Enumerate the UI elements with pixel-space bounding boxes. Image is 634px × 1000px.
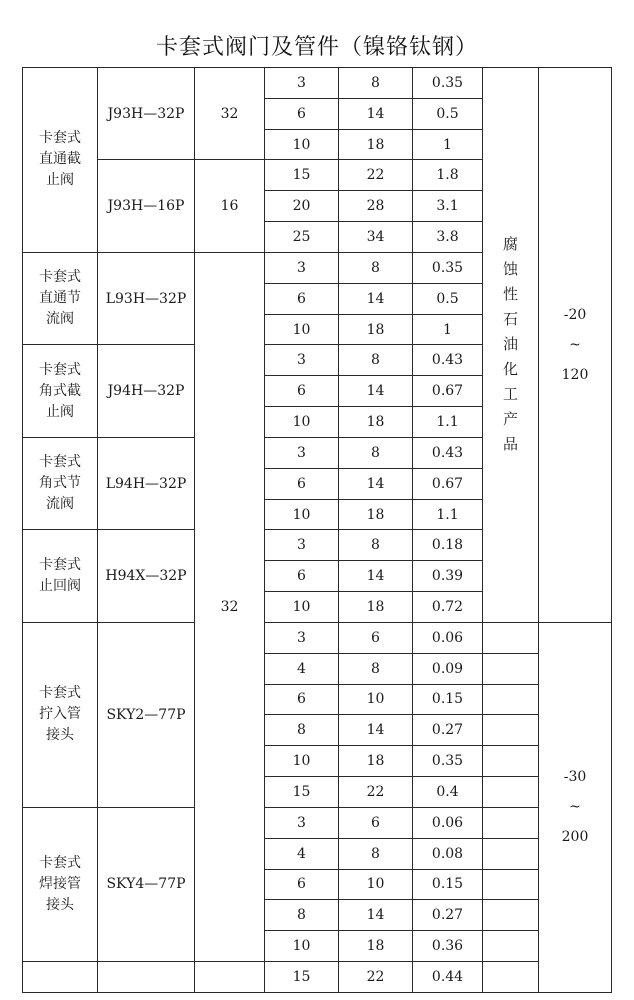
applicable-medium-empty	[483, 869, 539, 900]
tube-outer-diameter: 10	[339, 684, 413, 715]
model-code: SKY4—77P	[98, 807, 195, 961]
page-title: 卡套式阀门及管件（镍铬钛钢）	[155, 35, 478, 60]
nominal-pressure	[195, 962, 265, 993]
nominal-diameter: 10	[265, 129, 339, 160]
applicable-medium-empty	[483, 622, 539, 653]
tube-outer-diameter: 18	[339, 407, 413, 438]
weight: 0.18	[413, 530, 483, 561]
nominal-diameter: 3	[265, 68, 339, 99]
weight: 0.39	[413, 561, 483, 592]
fitting-name: 卡套式 拧入管 接头	[23, 622, 98, 807]
nominal-diameter: 10	[265, 592, 339, 623]
tube-outer-diameter: 18	[339, 314, 413, 345]
tube-outer-diameter: 8	[339, 838, 413, 869]
fitting-name: 卡套式 直通截 止阀	[23, 68, 98, 253]
applicable-medium-empty	[483, 962, 539, 993]
nominal-diameter: 6	[265, 376, 339, 407]
fitting-name: 卡套式 止回阀	[23, 530, 98, 622]
tube-outer-diameter: 8	[339, 653, 413, 684]
nominal-diameter: 8	[265, 900, 339, 931]
weight: 0.06	[413, 807, 483, 838]
tube-outer-diameter: 18	[339, 129, 413, 160]
nominal-diameter: 6	[265, 561, 339, 592]
weight: 0.72	[413, 592, 483, 623]
tube-outer-diameter: 22	[339, 777, 413, 808]
tube-outer-diameter: 14	[339, 376, 413, 407]
applicable-medium: 腐 蚀 性 石 油 化 工 产 品	[483, 68, 539, 623]
tube-outer-diameter: 14	[339, 561, 413, 592]
weight: 0.35	[413, 252, 483, 283]
weight: 0.67	[413, 468, 483, 499]
nominal-diameter: 10	[265, 931, 339, 962]
weight: 0.27	[413, 715, 483, 746]
weight: 0.67	[413, 376, 483, 407]
weight: 0.15	[413, 684, 483, 715]
tube-outer-diameter: 14	[339, 98, 413, 129]
applicable-medium-empty	[483, 684, 539, 715]
nominal-diameter: 8	[265, 715, 339, 746]
tube-outer-diameter: 8	[339, 68, 413, 99]
nominal-diameter: 6	[265, 684, 339, 715]
weight: 0.36	[413, 931, 483, 962]
weight: 3.1	[413, 191, 483, 222]
tube-outer-diameter: 14	[339, 715, 413, 746]
model-code: J94H—32P	[98, 345, 195, 437]
nominal-pressure: 32	[195, 252, 265, 961]
table-row	[23, 68, 612, 99]
model-code: L93H—32P	[98, 252, 195, 344]
fitting-name	[23, 962, 98, 993]
weight: 1.1	[413, 407, 483, 438]
applicable-medium-empty	[483, 931, 539, 962]
nominal-pressure: 32	[195, 68, 265, 160]
weight: 0.43	[413, 437, 483, 468]
nominal-diameter: 4	[265, 838, 339, 869]
tube-outer-diameter: 22	[339, 962, 413, 993]
weight: 0.5	[413, 283, 483, 314]
fitting-name: 卡套式 角式节 流阀	[23, 437, 98, 529]
weight: 0.35	[413, 68, 483, 99]
nominal-diameter: 15	[265, 160, 339, 191]
nominal-diameter: 3	[265, 437, 339, 468]
tube-outer-diameter: 6	[339, 622, 413, 653]
tube-outer-diameter: 6	[339, 807, 413, 838]
tube-outer-diameter: 8	[339, 252, 413, 283]
weight: 1	[413, 314, 483, 345]
nominal-diameter: 4	[265, 653, 339, 684]
applicable-medium-empty	[483, 746, 539, 777]
weight: 1.1	[413, 499, 483, 530]
model-code: SKY2—77P	[98, 622, 195, 807]
tube-outer-diameter: 22	[339, 160, 413, 191]
temperature-range: -30 ~ 200	[539, 622, 612, 992]
tube-outer-diameter: 14	[339, 900, 413, 931]
fitting-name: 卡套式 焊接管 接头	[23, 807, 98, 961]
tube-outer-diameter: 14	[339, 283, 413, 314]
model-code: L94H—32P	[98, 437, 195, 529]
nominal-diameter: 3	[265, 622, 339, 653]
applicable-medium-empty	[483, 838, 539, 869]
weight: 1	[413, 129, 483, 160]
applicable-medium-empty	[483, 807, 539, 838]
weight: 0.06	[413, 622, 483, 653]
nominal-diameter: 10	[265, 407, 339, 438]
weight: 3.8	[413, 222, 483, 253]
weight: 0.44	[413, 962, 483, 993]
table-row	[23, 807, 612, 838]
fitting-name: 卡套式 角式截 止阀	[23, 345, 98, 437]
tube-outer-diameter: 34	[339, 222, 413, 253]
weight: 0.08	[413, 838, 483, 869]
model-code: H94X—32P	[98, 530, 195, 622]
weight: 0.4	[413, 777, 483, 808]
weight: 0.43	[413, 345, 483, 376]
tube-outer-diameter: 8	[339, 345, 413, 376]
tube-outer-diameter: 28	[339, 191, 413, 222]
tube-outer-diameter: 18	[339, 746, 413, 777]
weight: 1.8	[413, 160, 483, 191]
valve-spec-table	[22, 67, 612, 993]
nominal-diameter: 6	[265, 869, 339, 900]
applicable-medium-empty	[483, 653, 539, 684]
model-code: J93H—32P	[98, 68, 195, 160]
model-code	[98, 962, 195, 993]
nominal-diameter: 15	[265, 777, 339, 808]
nominal-diameter: 25	[265, 222, 339, 253]
nominal-diameter: 3	[265, 807, 339, 838]
nominal-diameter: 15	[265, 962, 339, 993]
tube-outer-diameter: 14	[339, 468, 413, 499]
nominal-diameter: 6	[265, 98, 339, 129]
tube-outer-diameter: 18	[339, 592, 413, 623]
weight: 0.09	[413, 653, 483, 684]
tube-outer-diameter: 8	[339, 530, 413, 561]
tube-outer-diameter: 10	[339, 869, 413, 900]
tube-outer-diameter: 18	[339, 499, 413, 530]
applicable-medium-empty	[483, 715, 539, 746]
weight: 0.5	[413, 98, 483, 129]
nominal-diameter: 6	[265, 468, 339, 499]
applicable-medium-empty	[483, 777, 539, 808]
weight: 0.15	[413, 869, 483, 900]
tube-outer-diameter: 8	[339, 437, 413, 468]
nominal-diameter: 10	[265, 499, 339, 530]
model-code: J93H—16P	[98, 160, 195, 252]
tube-outer-diameter: 18	[339, 931, 413, 962]
nominal-pressure: 16	[195, 160, 265, 252]
table-row	[23, 962, 612, 993]
nominal-diameter: 3	[265, 345, 339, 376]
table-row	[23, 622, 612, 653]
nominal-diameter: 3	[265, 530, 339, 561]
temperature-range: -20 ~ 120	[539, 68, 612, 623]
nominal-diameter: 3	[265, 252, 339, 283]
applicable-medium-empty	[483, 900, 539, 931]
weight: 0.35	[413, 746, 483, 777]
nominal-diameter: 6	[265, 283, 339, 314]
weight: 0.27	[413, 900, 483, 931]
fitting-name: 卡套式 直通节 流阀	[23, 252, 98, 344]
nominal-diameter: 10	[265, 314, 339, 345]
nominal-diameter: 20	[265, 191, 339, 222]
nominal-diameter: 10	[265, 746, 339, 777]
